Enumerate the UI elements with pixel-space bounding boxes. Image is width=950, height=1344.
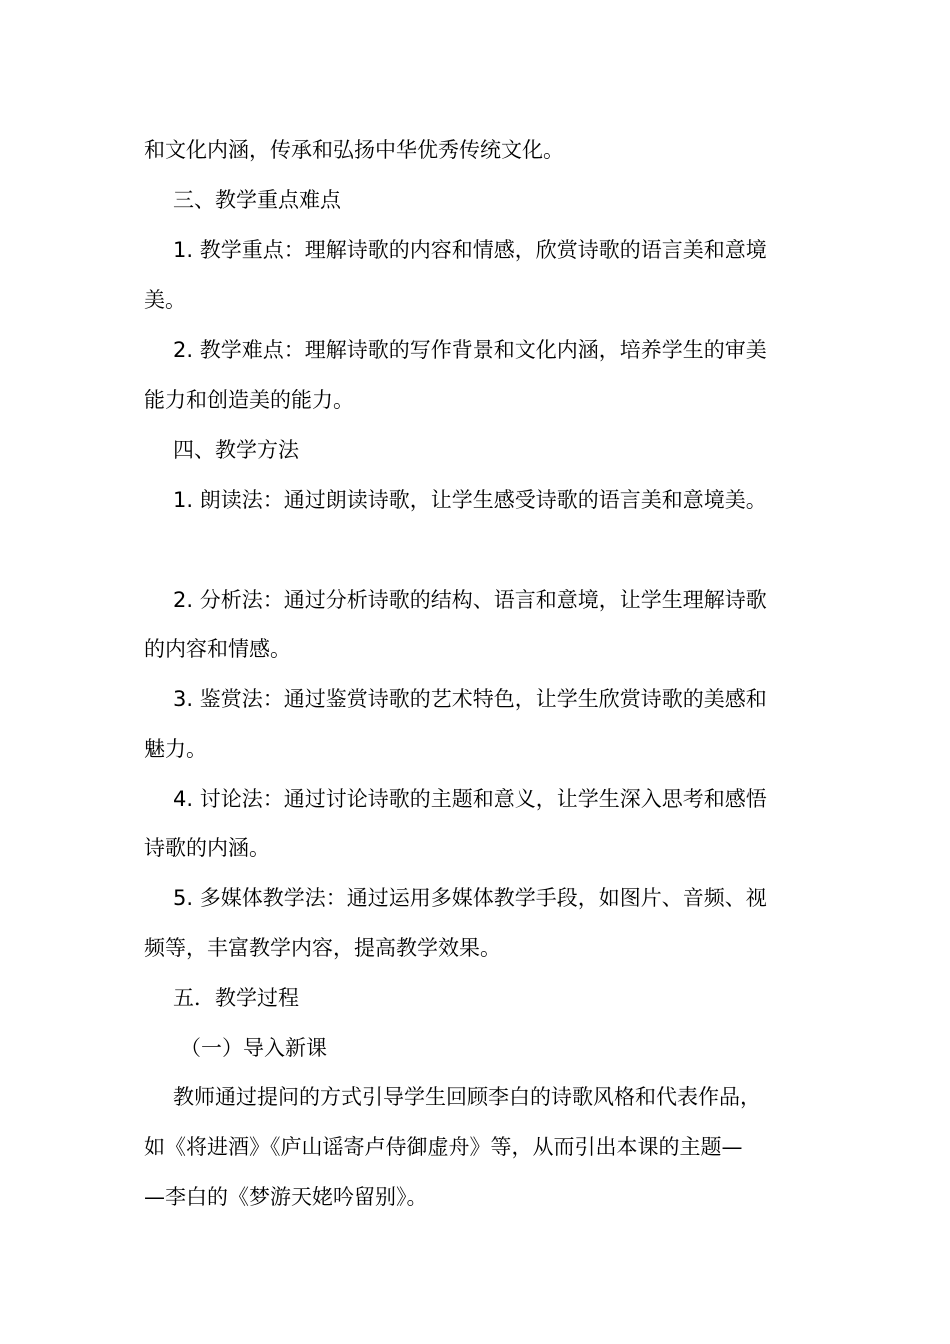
paragraph-line: 能力和创造美的能力。 <box>144 388 354 412</box>
paragraph-line: 和文化内涵，传承和弘扬中华优秀传统文化。 <box>144 138 564 162</box>
paragraph-line: 4. 讨论法：通过讨论诗歌的主题和意义，让学生深入思考和感悟 <box>173 787 767 811</box>
section-heading-3: 三、教学重点难点 <box>173 188 341 212</box>
paragraph-line: 1. 教学重点：理解诗歌的内容和情感，欣赏诗歌的语言美和意境 <box>173 238 767 262</box>
paragraph-line: 2. 教学难点：理解诗歌的写作背景和文化内涵，培养学生的审美 <box>173 338 767 362</box>
paragraph-line: 3. 鉴赏法：通过鉴赏诗歌的艺术特色，让学生欣赏诗歌的美感和 <box>173 687 767 711</box>
paragraph-line: 1. 朗读法：通过朗读诗歌，让学生感受诗歌的语言美和意境美。 <box>173 488 767 512</box>
subsection-heading: （一）导入新课 <box>180 1036 327 1060</box>
paragraph-line: 2. 分析法：通过分析诗歌的结构、语言和意境，让学生理解诗歌 <box>173 588 767 612</box>
section-heading-4: 四、教学方法 <box>173 438 299 462</box>
paragraph-line: —李白的《梦游天姥吟留别》。 <box>144 1185 428 1209</box>
paragraph-line: 诗歌的内涵。 <box>144 836 270 860</box>
section-heading-5: 五．教学过程 <box>173 986 299 1010</box>
paragraph-line: 魅力。 <box>144 737 207 761</box>
paragraph-line: 频等，丰富教学内容，提高教学效果。 <box>144 936 501 960</box>
paragraph-line: 5. 多媒体教学法：通过运用多媒体教学手段，如图片、音频、视 <box>173 886 767 910</box>
paragraph-line: 如《将进酒》《庐山谣寄卢侍御虚舟》等，从而引出本课的主题— <box>144 1135 743 1159</box>
paragraph-line: 的内容和情感。 <box>144 637 291 661</box>
paragraph-line: 教师通过提问的方式引导学生回顾李白的诗歌风格和代表作品， <box>173 1085 761 1109</box>
paragraph-line: 美。 <box>144 288 186 312</box>
